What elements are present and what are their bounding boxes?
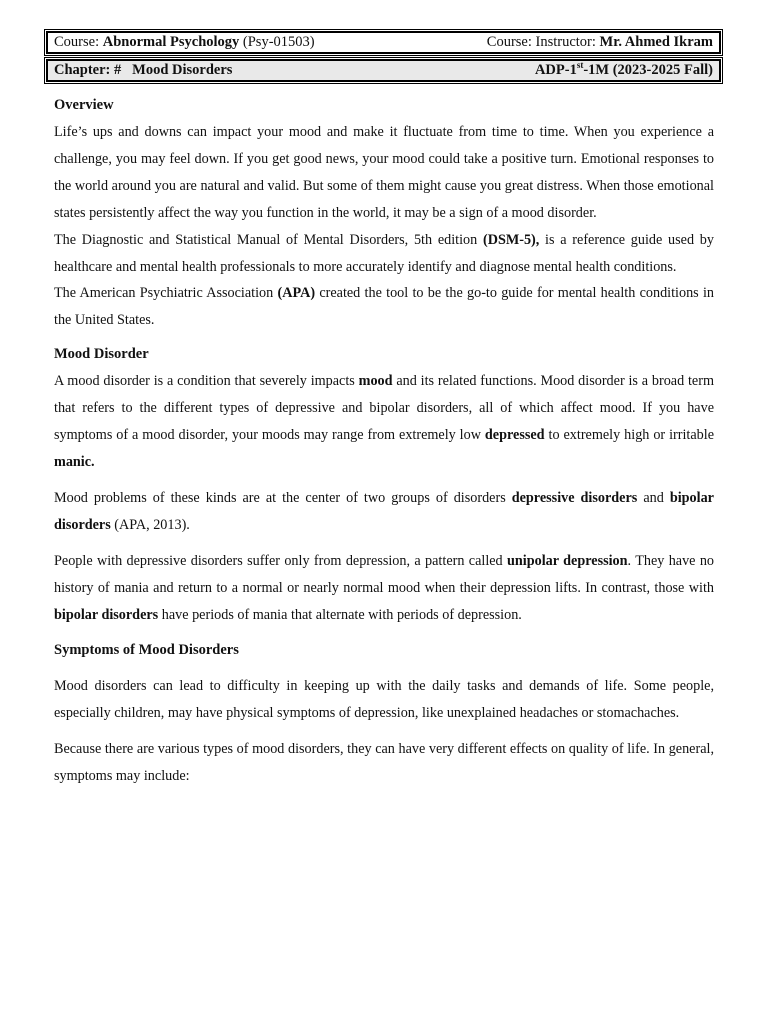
mood-disorder-paragraph-2: Mood problems of these kinds are at the center of two groups of disorders depressive disorders and bipolar disorders (APA, 2013).	[54, 489, 714, 533]
overview-heading: Overview	[54, 97, 114, 113]
mood-disorder-paragraph-3: People with depressive disorders suffer only from depression, a pattern called unipolar depression. They have no history of mania and return to a normal or nearly normal mood when their depression lifts. In contrast, those with bipolar disorders have periods of mania that alternate with periods of depression.	[54, 552, 715, 623]
instructor-name: Mr. Ahmed Ikram	[599, 34, 713, 50]
symptoms-paragraph-1: Mood disorders can lead to difficulty in keeping up with the daily tasks and demands of life. Some people, especially children, may have physical symptoms of depression, like unexplained headaches or stomachaches.	[54, 678, 714, 722]
mood-disorder-paragraph-1: A mood disorder is a condition that severely impacts mood and its related functions. Mood disorder is a broad term that refers to the different types of depressive and bipolar disorders, all of which affect mood. If you have symptoms of a mood disorder, your moods may range from extremely low depressed to extremely high or irritable manic.	[54, 373, 714, 470]
document-header	[46, 31, 721, 87]
course-row	[46, 31, 721, 54]
overview-paragraph-2: The Diagnostic and Statistical Manual of Mental Disorders, 5th edition (DSM-5), is a reference guide used by healthcare and mental health professionals to more accurately identify and diagnose mental health conditions.	[54, 231, 714, 275]
chapter-title: Chapter: # Mood Disorders	[54, 62, 233, 78]
course-info: Course: Abnormal Psychology (Psy-01503)	[54, 34, 315, 50]
program-info: ADP-1st-1M (2023-2025 Fall)	[534, 60, 713, 78]
chapter-row	[46, 59, 721, 82]
overview-paragraph-3: The American Psychiatric Association (APA) created the tool to be the go-to guide for mental health conditions in the United States.	[54, 285, 714, 329]
document-body	[54, 92, 714, 790]
mood-disorder-heading: Mood Disorder	[54, 346, 149, 363]
course-name: Abnormal Psychology	[102, 34, 240, 50]
instructor-info: Course: Instructor: Mr. Ahmed Ikram	[486, 34, 713, 50]
symptoms-paragraph-2: Because there are various types of mood disorders, they can have very different effects on quality of life. In general, symptoms may include:	[54, 741, 714, 785]
symptoms-heading: Symptoms of Mood Disorders	[54, 642, 239, 659]
overview-paragraph-1: Life’s ups and downs can impact your mood and make it fluctuate from time to time. When you experience a challenge, you may feel down. If you get good news, your mood could take a positive turn. Emotional responses to the world around you are natural and valid. But some of them might cause you great distress. When those emotional states persistently affect the way you function in the world, it may be a sign of a mood disorder.	[54, 124, 714, 221]
